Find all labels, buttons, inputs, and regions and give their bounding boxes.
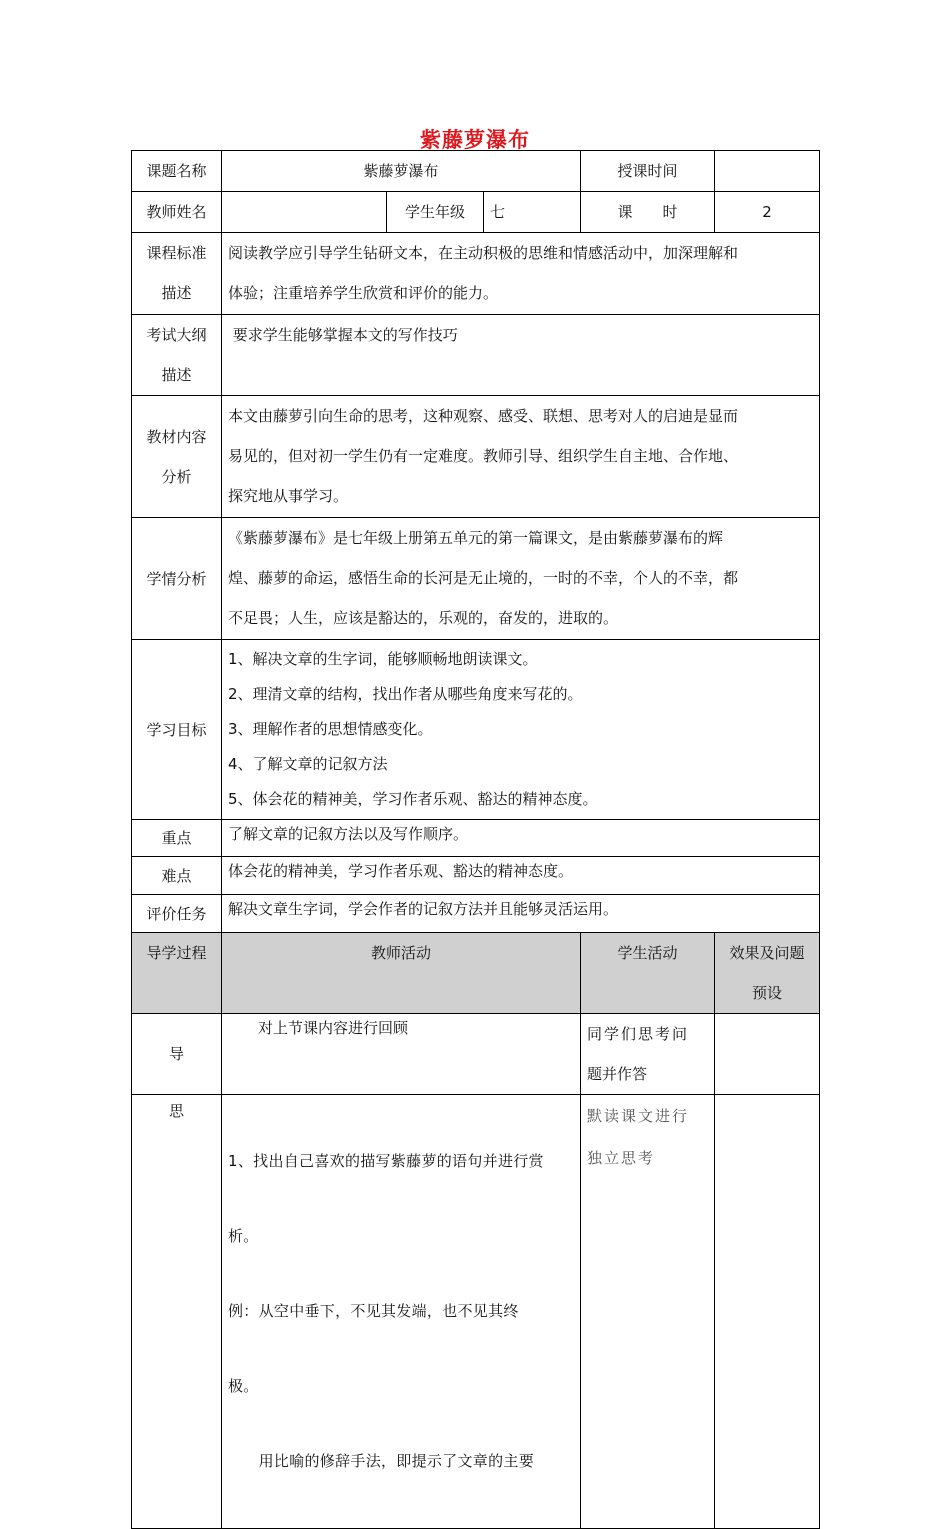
teacher-activity: 对上节课内容进行回顾 (222, 1014, 581, 1095)
row-difficult (132, 857, 820, 895)
header-stage: 导学过程 (132, 933, 222, 1014)
effect-cell (715, 1014, 820, 1095)
page-title: 紫藤萝瀑布 (420, 128, 530, 152)
goal-item: 5、体会花的精神美，学习作者乐观、豁达的精神态度。 (228, 790, 598, 808)
students-content: 《紫藤萝瀑布》是七年级上册第五单元的第一篇课文，是由紫藤萝瀑布的辉 煌、藤萝的命运，感悟生命的长河是无止境的，一时的不幸，个人的不幸，都 不足畏；人生，应该是豁达的，乐观的，奋发的，进取的。 (222, 518, 820, 640)
header-teacher: 教师活动 (222, 933, 581, 1014)
row-key (132, 820, 820, 857)
row-teacher (132, 192, 820, 233)
goal-item: 3、理解作者的思想情感变化。 (228, 720, 433, 738)
eval-label: 评价任务 (132, 895, 222, 933)
goal-item: 1、解决文章的生字词，能够顺畅地朗读课文。 (228, 650, 538, 668)
row-material (132, 396, 820, 518)
time-label: 授课时间 (581, 151, 715, 192)
process-row (132, 1095, 820, 1529)
goals-content (222, 640, 820, 820)
stage-cell: 思 (132, 1095, 222, 1529)
material-content: 本文由藤萝引向生命的思考，这种观察、感受、联想、思考对人的启迪是显而 易见的，但对初一学生仍有一定难度。教师引导、组织学生自主地、合作地、 探究地从事学习。 (222, 396, 820, 518)
goals-label: 学习目标 (132, 640, 222, 820)
teacher-label: 教师姓名 (132, 192, 222, 233)
topic-label: 课题名称 (132, 151, 222, 192)
difficult-content: 体会花的精神美，学习作者乐观、豁达的精神态度。 (222, 857, 820, 895)
goal-item: 4、了解文章的记叙方法 (228, 755, 388, 773)
effect-cell (715, 1095, 820, 1529)
hours-label: 课 时 (581, 192, 715, 233)
material-label: 教材内容 分析 (132, 396, 222, 518)
row-topic (132, 151, 820, 192)
students-label: 学情分析 (132, 518, 222, 640)
student-activity: 默读课文进行 独立思考 (581, 1095, 715, 1529)
eval-content: 解决文章生字词，学会作者的记叙方法并且能够灵活运用。 (222, 895, 820, 933)
process-row (132, 1014, 820, 1095)
difficult-label: 难点 (132, 857, 222, 895)
row-students (132, 518, 820, 640)
grade-value: 七 (484, 192, 581, 233)
standard-label: 课程标准 描述 (132, 233, 222, 315)
lesson-plan-table (131, 150, 820, 1529)
row-standard (132, 233, 820, 315)
student-activity: 同学们思考问 题并作答 (581, 1014, 715, 1095)
grade-label: 学生年级 (387, 192, 484, 233)
teacher-value (222, 192, 387, 233)
row-exam (132, 315, 820, 396)
header-student: 学生活动 (581, 933, 715, 1014)
key-label: 重点 (132, 820, 222, 857)
topic-value: 紫藤萝瀑布 (222, 151, 581, 192)
teacher-activity: 1、找出自己喜欢的描写紫藤萝的语句并进行赏 析。 例：从空中垂下，不见其发端，也不见其终 极。 用比喻的修辞手法，即提示了文章的主要 (222, 1095, 581, 1529)
exam-label: 考试大纲 描述 (132, 315, 222, 396)
exam-content: 要求学生能够掌握本文的写作技巧 (222, 315, 820, 396)
key-content: 了解文章的记叙方法以及写作顺序。 (222, 820, 820, 857)
row-eval (132, 895, 820, 933)
goal-item: 2、理清文章的结构，找出作者从哪些角度来写花的。 (228, 685, 583, 703)
stage-cell: 导 (132, 1014, 222, 1095)
process-header-row (132, 933, 820, 1014)
hours-value: 2 (715, 192, 820, 233)
standard-content: 阅读教学应引导学生钻研文本，在主动积极的思维和情感活动中，加深理解和 体验；注重培养学生欣赏和评价的能力。 (222, 233, 820, 315)
row-goals (132, 640, 820, 820)
time-value (715, 151, 820, 192)
header-effect: 效果及问题 预设 (715, 933, 820, 1014)
